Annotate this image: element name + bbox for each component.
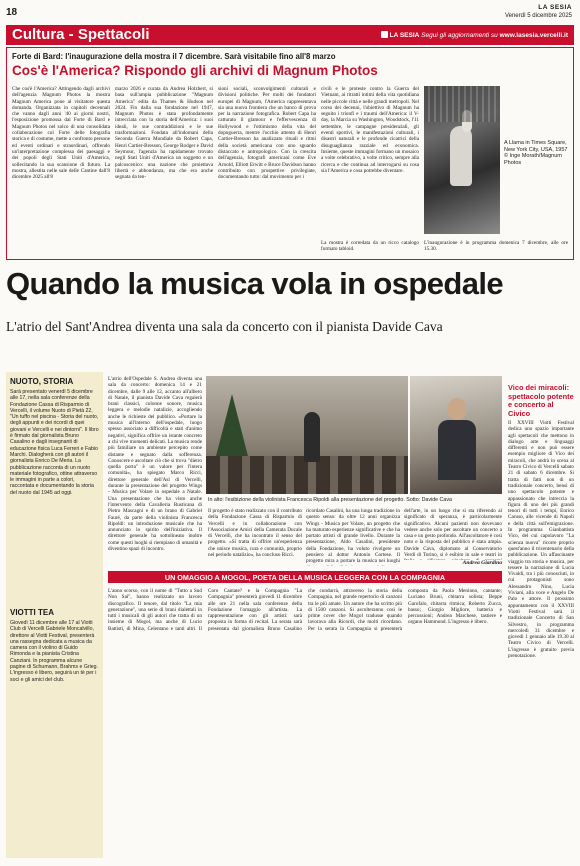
llama-photo bbox=[424, 86, 500, 234]
promo-url[interactable]: www.lasesia.vercelli.it bbox=[499, 32, 568, 39]
pianist-photo bbox=[410, 376, 502, 494]
main-article-signature: Andrea Giardina bbox=[462, 560, 502, 566]
top-article-note-2: L'inaugurazione è in programma domenica 7 dicembre, alle ore 15.30. bbox=[424, 240, 568, 253]
top-article-col-2: marzo 2026 e curata da Andrea Holzherr, si basa sull'ampia pubblicazione "Magnum America" edita da Thames & Hudson nel 2024. Fin dalla sua fondazione nel 1947, Magnum Photos è stata profondamente intrecciata con la storia dell'America: i suoi ideali, le sue contraddizioni e le sue trasformazioni. Fondata all'indomani della Seconda Guerra Mondiale da Robert Capa, Henri Cartier-Bresson, George Rodger e David Seymour, l'agenzia ha rapidamente trovato negli Stati Uniti d'America un soggetto e un palcoscenico: una nazione che proiettava libertà e abbondanza, ma che era anche segnata da ten- bbox=[115, 86, 213, 181]
promo-brand: LA SESIA bbox=[389, 32, 420, 39]
main-subtitle: L'atrio del Sant'Andrea diventa una sala da concerto con il pianista Davide Cava bbox=[6, 319, 443, 334]
bottom-article-text bbox=[108, 588, 502, 858]
masthead: LA SESIA bbox=[538, 4, 572, 11]
bottom-article-title: UN OMAGGIO A MOGOL, POETA DELLA MUSICA LEGGERA CON LA COMPAGNIA bbox=[164, 572, 446, 582]
main-col-4: dell'arte, in un luogo che si sta riferendo al significato di speranza, è particolarmente significativo. Alcuni pazienti non dovevano vedere anche solo per ascoltare un concerto a casa e un gesto profondo. All'ascoltatore è così noto e la risposta del pubblico è stata ampia. Davide Cava, diplomato al Conservatorio Verdi di Torino, si è esibito in sale e teatri in bbox=[404, 508, 502, 559]
main-col-3: ricordato Casalini, ha una lunga tradizione in questo senso: da oltre 12 anni organizza Wings - Musica per Volare, un progetto che ha maturato esperienze significative e che ha portato artisti di grande livello. Durante la presentazione, Aldo Casalini, presidente della Fondazione, ha voluto rivolgere un pensiero al dottor Antonio Cortese. Il progetto mira a portare la musica nei luoghi bbox=[306, 508, 400, 565]
top-article-kicker: Forte di Bard: l'inaugurazione della mostra il 7 dicembre. Sarà visitabile fino all'8 marzo bbox=[12, 52, 336, 61]
promo-banner bbox=[381, 31, 568, 39]
left-sidebar-text-1: Sarà presentato venerdì 5 dicembre alle 17, nella sala conferenze della Fondazione Cassa di Risparmio di Vercelli, il volume Nuoto di Pietà 22, "Un tuffo nel piscina - Storia del nuoto, degli appunti e dei ricordi di quei giovani e Vercelli e nei dintorni". Il libro è firmato dal giornalista Bruno Casalino e dagli insegnanti di educazione fisica Luca Ferreri e Fabio Marchi. Dialogherà con gli autori il giornalista Enrico De Meria. La pubblicazione racconta di un nuoto materiale fotografico, ottine attraverso le immagini in parte a colori, raccontata e documentando la storia del nuoto dal 1945 ad oggi. bbox=[10, 389, 99, 496]
bottom-article-banner bbox=[108, 571, 502, 583]
pianist-head bbox=[448, 398, 466, 420]
llama-photo-caption: A Llama in Times Square, New York City, USA, 1957 © Inge Morath/Magnum Photos bbox=[504, 140, 568, 166]
left-sidebar bbox=[6, 372, 103, 858]
promo-text: Segui gli aggiornamenti su bbox=[421, 32, 498, 39]
violinist-figure bbox=[304, 412, 320, 462]
right-sidebar-title: Vico dei miracoli: spettacolo potente e concerto al Civico bbox=[508, 383, 574, 418]
main-headline: Quando la musica vola in ospedale bbox=[6, 266, 504, 301]
left-sidebar-title: NUOTO, STORIA bbox=[10, 377, 74, 386]
left-sidebar-text-2: Giovedì 11 dicembre alle 17 al Viotti Club di Vercelli Gabriele Moncalvillo, direttore al Viotti Festival, presenterà una rassegna dedicata a musica da camera con il violino di Guido Rimonda e la pianista Cristina Canziani. In programma alcune pagine di Schumann, Brahms e Grieg. L'ingresso è libero, seguirà un tè per i soci e gli amici del club. bbox=[10, 620, 98, 683]
pianist-body bbox=[438, 420, 476, 480]
llama-figure bbox=[450, 126, 472, 186]
building-windows bbox=[424, 86, 500, 122]
top-article-col-3: sioni sociali, sconvolgimenti culturali e divisioni politiche. Per molti dei fondatori europei di Magnum, l'America rappresentava sia una nuova frontiera che un banco di prova per la narrazione fotografica. Robert Capa ha catturato il glamour e l'effervescenza di Hollywood e l'ottimismo della vita del dopoguerra, mentre l'occhio attento di Henri Cartier-Bresson ha analizzato rituali e ritmi della società americana con uno sguardo distaccato e antropologico. Con la crescita dell'agenzia, fotografi americani come Eve Arnold, Elliott Erwitt e Bruce Davidson hanno contribuito con prospettive privilegiate, documentando tutto: dal movimento per i bbox=[218, 86, 316, 181]
logo-icon bbox=[381, 31, 388, 38]
bottom-article-body: L'anno scorso, con il nome di "Tutto a Sud Non Sai", hanno realizzato un lavoro discografico. Il tenore, dal titolo "La mia generazione", una serie di brani dialettali in tutti i musicali di gli autori che tratta di un insieme di Mogol, ma anche di Lucio Battisti, di Mina, Celentano e tanti altri. Il Coro Cantate? e la Compagnia "La Compagnia" presenterà giovedì 11 dicembre alle ore 21 nella sala conferenze della Fondazione l'omaggio all'artista. La rappresentazione con gli artisti: sarà proposta in forma di recital. La serata sarà presentata dal giornalista Bruno Casalino che condurrà, attraverso la storia della Compagnia, nel grande repertorio di canzoni tra le più amate. Un autore che ha scritto più di 1500 canzoni. Si ascolteranno così le prime cover che Mogol tradusse quando lavorava alla Ricordi, che molti ricordano. Per la serata la Compagnia si presenterà composta da Paola Meninno, cantante; Luciano Bruni, chitarra solista; Beppe Garofalo, chitarra ritmica; Roberto Zucca, basso; Giorgio Migliore, batteria e percussioni; Andrea Marchese, tastiere e organo Hammond. L'ingresso è libero. bbox=[108, 588, 502, 632]
top-article-col-1: Che cos'è l'America? Attingendo dagli archivi dell'agenzia Magnum Photos la mostra Magnum America pone al visitatore questa domanda. Organizzata in capitoli decennali che vanno dagli anni '40 ai giorni nostri, l'esposizione promossa dal Forte di Bard e Magnum Photos nel solco di una consolidata collaborazione col Forte delle fotografia storica e di costume, mette a confronto persone ed eventi ordinari e straordinari, offrendo un'interpretazione complessa dei paesaggi e dei popoli degli Stati Uniti d'America, sollecitando la sua scansione di futuro. La mostra, allestita nelle sale delle Cantine dall'8 dicembre 2025 all'8 bbox=[12, 86, 110, 181]
section-bar bbox=[6, 25, 574, 45]
main-col-1: L'atrio dell'Ospedale S. Andrea diventa una sala da concerto: domenica 14 e 21 dicembre, dalle 9 alle 12, accanto all'albero di Natale, il pianista Davide Cava regalerà brani classici, colonne sonore, musica leggera e melodie natalizie, accogliendo anche le richieste del pubblico. «Portare la musica all'interno dell'ospedale, luogo spesso associato a difficoltà e stati d'animo negativi, significa offrire un istante concreto a chi vive momenti delicati. La musica rende più familiare un ambiente percepito come distante e segnato dalla sofferenza. Conoscere e ascoltare ciò che si trova "dietro quella porta" è un valore per l'intera comunità», ha spiegato Marco Ricci, direttore generale dell'Asl di Vercelli, durante la presentazione del progetto Wings - Musica per Volare in ospedale a Natale. Una presentazione che ha visto anche l'intervento della Cavalleria Rusticana di Pietro Mascagni e di un brano di Gabriel Fauré, da parte della violinista Francesca Ripoldi: un introduzione musicale che ha annunciato lo spirito dell'iniziativa. Il direttore generale ha sottolineato inoltre come questi luoghi si riempiano di umanità e diventino spazi di incontro. bbox=[108, 376, 202, 553]
page-number: 18 bbox=[6, 7, 18, 18]
issue-date: Venerdì 5 dicembre 2025 bbox=[504, 13, 572, 19]
top-article-col-4: civili e le proteste contro la Guerra del Vietnam, ai ritratti intimi della vita quotidiana nelle piccole città e nelle grandi metropoli. Nel corso dei decenni, l'obiettivo di Magnum ha seguito i trionfi e i traumi dell'America: il V-day, la Marcia su Washington, Woodstock, l'11 settembre, le campagne presidenziali, gli eventi sportivi, le manifestazioni culturali, i disastri naturali e le profonde cicatrici della disuguaglianza razziale ed economica. Insieme, queste immagini formano un mosaico a volte celebrativo, a volte critico, sempre alla ricerca e che continua ad interrogarsi su cosa sia l'America e cosa potrebbe diventare. bbox=[321, 86, 419, 174]
main-col-2: Il progetto è stato realizzato con il contributo della Fondazione Cassa di Risparmio di Vercelli e in collaborazione con l'Associazione Amici della Camerata Ducale di Vercelli, che ha incontrato il senso del progetto. «Si tratta di offrire un'esperienza che unisce musica, cura e comunità, proprio nel periodo natalizio», ha concluso Ricci. bbox=[208, 508, 302, 559]
right-sidebar-text: Il XXVIII Viotti Festival dedica uno spazio importante agli spettacoli che mettono in dialogo arte e linguaggi differenti e non può essere esempio migliore di Vico dei miracoli, che andrà in scena al Teatro Civico di Vercelli sabato 21 di sabato 6 dicembre. Si tratta di fatti non di un tradizionale concerto, bensì di uno spettacolo potente e appassionato che intreccia la figura di uno dei più grandi tenori di tutti i tempi, Enrico Caruso, alle vicende di Napoli e della città sull'emigrazione. In programma Gianbattista Vico, del cui capolavoro "La scienza nuova" ricorre proprio quest'anno il tricentenario della pubblicazione. Un affascinante viaggio tra storia e musica, per tessere la narrazione di Lucia Vivaldi, tra i più conosciuti, in cui protagonisti sono Alessandro Nino, Lucia Viviani, alla voce e Angelo De Palo e attore. Il prossimo appuntamento con il XXVIII Viotti Festival sarà il tradizionale Concerto di San Silvestro, in programma mercoledì 31 dicembre e giovedì 1 gennaio alle 19.30 al Teatro Civico di Vercelli. L'ingresso è gratuito previa prenotazione. bbox=[508, 420, 574, 659]
top-article-title: Cos'è l'America? Rispondo gli archivi di Magnum Photos bbox=[12, 63, 378, 78]
christmas-tree bbox=[214, 394, 250, 464]
left-sidebar-title-2: VIOTTI TEA bbox=[10, 608, 54, 617]
concert-photo bbox=[206, 376, 408, 494]
main-photo-caption: In alto: l'esibizione della violinista Francesca Ripoldi alla presentazione del progetto. Sotto: Davide Cava bbox=[208, 497, 452, 503]
top-article-note-1: La mostra è corredata da un ricco catalogo formato tabloid. bbox=[321, 240, 419, 253]
section-title: Cultura - Spettacoli bbox=[12, 26, 150, 43]
